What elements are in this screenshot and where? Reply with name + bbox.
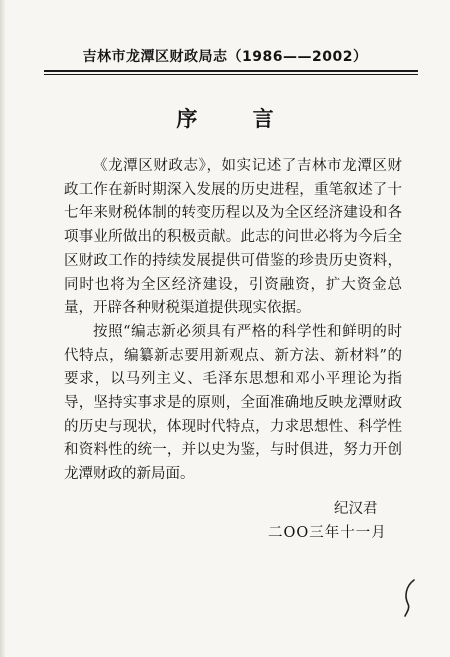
running-header: 吉林市龙潭区财政局志（1986——2002） bbox=[82, 49, 368, 65]
preface-body bbox=[64, 155, 402, 487]
author-signature: 纪汉君 bbox=[334, 501, 378, 517]
paragraph-1: 《龙潭区财政志》，如实记述了吉林市龙潭区财政工作在新时期深入发展的历史进程，重笔叙述了十七年来财税体制的转变历程以及为全区经济建设和各项事业所做出的积极贡献。此志的问世必将为今后全区财政工作的持续发展提供可借鉴的珍贵历史资料，同时也将为全区经济建设，引资融资，扩大资金总量，开辟各种财税渠道提供现实依据。 bbox=[64, 158, 402, 317]
paragraph-2: 按照“编志新必须具有严格的科学性和鲜明的时代特点，编纂新志要用新观点、新方法、新材料”的要求，以马列主义、毛泽东思想和邓小平理论为指导，坚持实事求是的原则，全面准确地反映龙潭财政的历史与现状，体现时代特点，力求思想性、科学性和资料性的统一，并以史为鉴，与时俱进，努力开创龙潭财政的新局面。 bbox=[64, 323, 402, 483]
header-rule bbox=[44, 70, 418, 72]
page-edge-shadow bbox=[0, 0, 6, 657]
pen-mark bbox=[402, 578, 418, 618]
page-title: 序 言 bbox=[176, 106, 298, 131]
date-line: 二OO三年十一月 bbox=[268, 525, 387, 541]
header-rule-thin bbox=[44, 74, 418, 75]
